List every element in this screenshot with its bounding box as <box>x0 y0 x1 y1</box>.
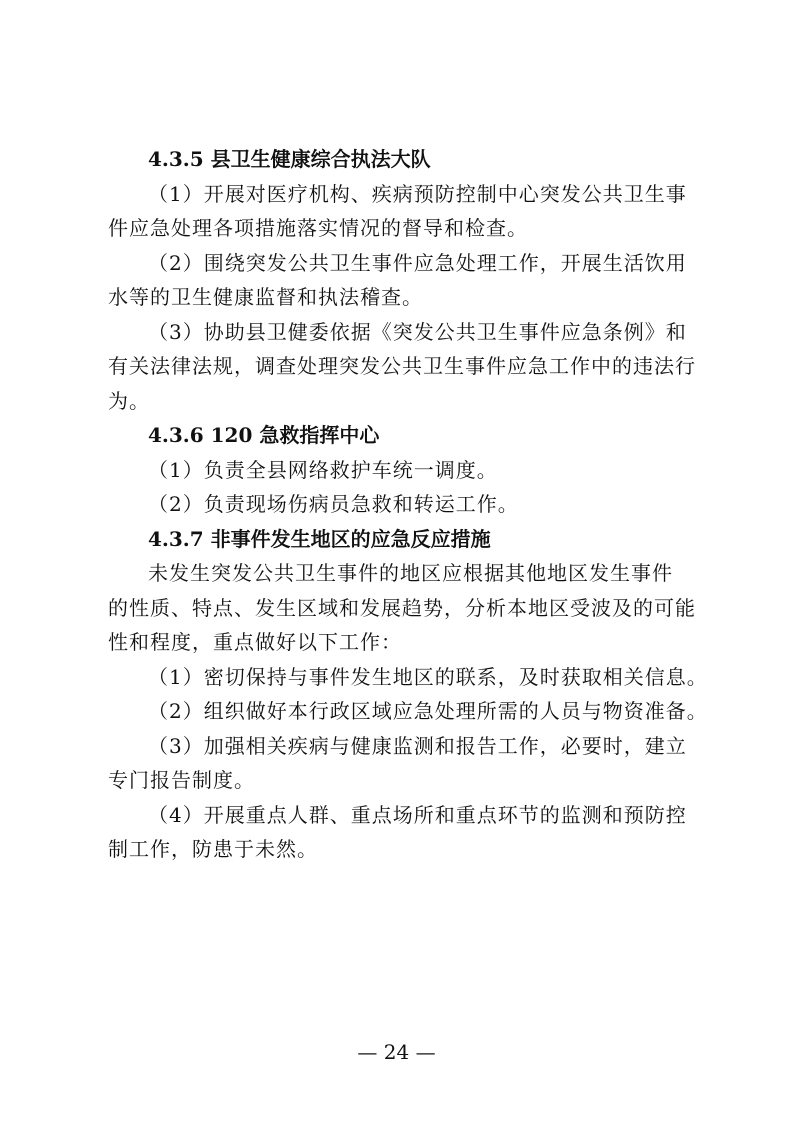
section-heading: 4.3.7 非事件发生地区的应急反应措施 <box>148 526 491 551</box>
paragraph <box>108 660 708 695</box>
paragraph-line: （1）密切保持与事件发生地区的联系，及时获取相关信息。 <box>148 664 708 689</box>
paragraph <box>108 315 696 419</box>
paragraph-line: 未发生突发公共卫生事件的地区应根据其他地区发生事件 <box>148 561 673 585</box>
paragraph-line: （2）负责现场伤病员急救和转运工作。 <box>148 492 519 516</box>
document-body <box>108 142 708 867</box>
paragraph-line: （3）加强相关疾病与健康监测和报告工作，必要时，建立 <box>148 733 687 758</box>
section-heading: 4.3.6 120 急救指挥中心 <box>148 423 380 447</box>
paragraph-line: 水等的卫生健康监督和执法稽查。 <box>108 285 423 309</box>
paragraph-line: 为。 <box>108 388 150 413</box>
paragraph-line: 件应急处理各项措施落实情况的督导和检查。 <box>108 216 528 240</box>
paragraph-line: （3）协助县卫健委依据《突发公共卫生事件应急条例》和 <box>148 319 687 344</box>
paragraph <box>108 729 696 798</box>
paragraph-line: （1）开展对医疗机构、疾病预防控制中心突发公共卫生事 <box>148 181 687 206</box>
paragraph-line: （4）开展重点人群、重点场所和重点环节的监测和预防控 <box>148 802 687 827</box>
paragraph <box>108 246 696 315</box>
paragraph <box>108 694 708 729</box>
paragraph-line: （1）负责全县网络救护车统一调度。 <box>148 457 498 482</box>
paragraph <box>108 487 696 522</box>
page-number: — 24 — <box>357 1040 436 1064</box>
paragraph-line: 性和程度，重点做好以下工作： <box>108 630 402 654</box>
paragraph <box>108 177 696 246</box>
paragraph-line: （2）组织做好本行政区域应急处理所需的人员与物资准备。 <box>148 699 708 723</box>
paragraph-line: 的性质、特点、发生区域和发展趋势，分析本地区受波及的可能 <box>108 595 696 620</box>
paragraph-line: 制工作，防患于未然。 <box>108 837 318 861</box>
paragraph <box>108 798 696 867</box>
paragraph <box>108 453 696 488</box>
paragraph-line: 有关法律法规，调查处理突发公共卫生事件应急工作中的违法行 <box>108 354 696 378</box>
paragraph-line: 专门报告制度。 <box>108 768 255 792</box>
paragraph-line: （2）围绕突发公共卫生事件应急处理工作，开展生活饮用 <box>148 250 687 275</box>
section-heading: 4.3.5 县卫生健康综合执法大队 <box>148 147 431 171</box>
paragraph <box>108 556 696 660</box>
